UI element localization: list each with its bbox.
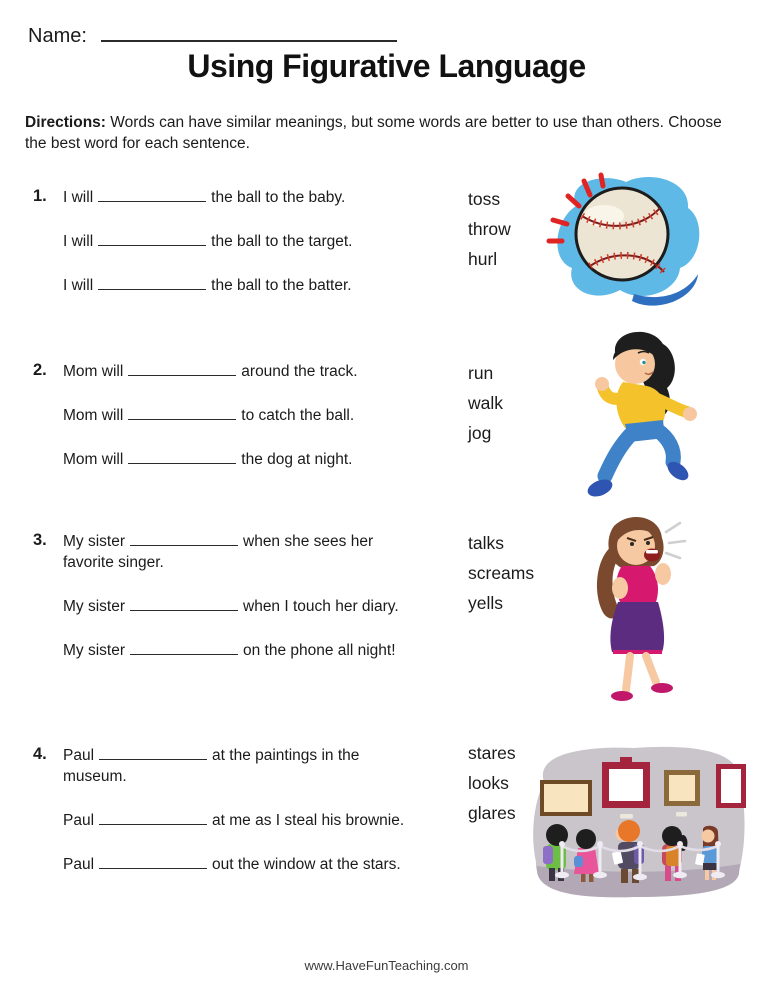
choice-word[interactable]: run bbox=[468, 363, 494, 383]
choice-word[interactable]: looks bbox=[468, 773, 509, 793]
answer-blank[interactable] bbox=[98, 276, 206, 290]
sentence: My sister when she sees her favorite singer. bbox=[63, 533, 374, 571]
choice-word[interactable]: screams bbox=[468, 563, 535, 583]
choice-word[interactable]: yells bbox=[468, 593, 504, 613]
name-label: Name: bbox=[28, 25, 87, 47]
choice-word[interactable]: glares bbox=[468, 803, 516, 823]
question-1 bbox=[33, 187, 463, 319]
choice-word[interactable]: hurl bbox=[468, 249, 498, 269]
sentence: Paul out the window at the stars. bbox=[63, 856, 401, 873]
sentence: My sister on the phone all night! bbox=[63, 642, 396, 659]
choices-2 bbox=[468, 358, 503, 448]
question-number: 1. bbox=[33, 187, 47, 205]
sentence: My sister when I touch her diary. bbox=[63, 598, 399, 615]
running-girl-illustration bbox=[553, 326, 713, 516]
choice-word[interactable]: toss bbox=[468, 189, 501, 209]
answer-blank[interactable] bbox=[98, 232, 206, 246]
question-number: 3. bbox=[33, 531, 47, 549]
question-4 bbox=[33, 745, 463, 898]
question-number: 4. bbox=[33, 745, 47, 763]
question-number: 2. bbox=[33, 361, 47, 379]
sentence: I will the ball to the target. bbox=[63, 233, 353, 250]
sentence: Mom will to catch the ball. bbox=[63, 407, 355, 424]
answer-blank[interactable] bbox=[128, 450, 236, 464]
answer-blank[interactable] bbox=[99, 811, 207, 825]
question-3 bbox=[33, 531, 463, 684]
answer-blank[interactable] bbox=[128, 406, 236, 420]
choice-word[interactable]: jog bbox=[468, 423, 492, 443]
sentence: I will the ball to the baby. bbox=[63, 189, 346, 206]
name-write-line[interactable] bbox=[101, 22, 397, 42]
directions bbox=[25, 112, 745, 154]
answer-blank[interactable] bbox=[130, 532, 238, 546]
choice-word[interactable]: throw bbox=[468, 219, 511, 239]
shout-lines-icon bbox=[666, 523, 685, 558]
footer-url: www.HaveFunTeaching.com bbox=[304, 958, 469, 973]
sentence: I will the ball to the batter. bbox=[63, 277, 352, 294]
yelling-girl-illustration bbox=[570, 510, 696, 710]
answer-blank[interactable] bbox=[130, 597, 238, 611]
choices-3 bbox=[468, 528, 534, 618]
directions-label: Directions: bbox=[25, 114, 106, 131]
museum-illustration bbox=[520, 740, 750, 906]
answer-blank[interactable] bbox=[99, 855, 207, 869]
baseball-illustration bbox=[538, 168, 710, 314]
directions-text: Words can have similar meanings, but some words are better to use than others. Choose the best word for each sentence. bbox=[25, 114, 722, 152]
choice-word[interactable]: walk bbox=[468, 393, 504, 413]
answer-blank[interactable] bbox=[98, 188, 206, 202]
question-2 bbox=[33, 361, 463, 493]
answer-blank[interactable] bbox=[128, 362, 236, 376]
answer-blank[interactable] bbox=[130, 641, 238, 655]
choice-word[interactable]: stares bbox=[468, 743, 516, 763]
name-row bbox=[28, 22, 397, 48]
choices-1 bbox=[468, 184, 511, 274]
sentence: Mom will the dog at night. bbox=[63, 451, 353, 468]
sentence: Paul at the paintings in the museum. bbox=[63, 747, 360, 785]
choices-4 bbox=[468, 738, 516, 828]
choice-word[interactable]: talks bbox=[468, 533, 504, 553]
page-title: Using Figurative Language bbox=[187, 48, 586, 84]
sentence: Paul at me as I steal his brownie. bbox=[63, 812, 405, 829]
answer-blank[interactable] bbox=[99, 746, 207, 760]
sentence: Mom will around the track. bbox=[63, 363, 358, 380]
